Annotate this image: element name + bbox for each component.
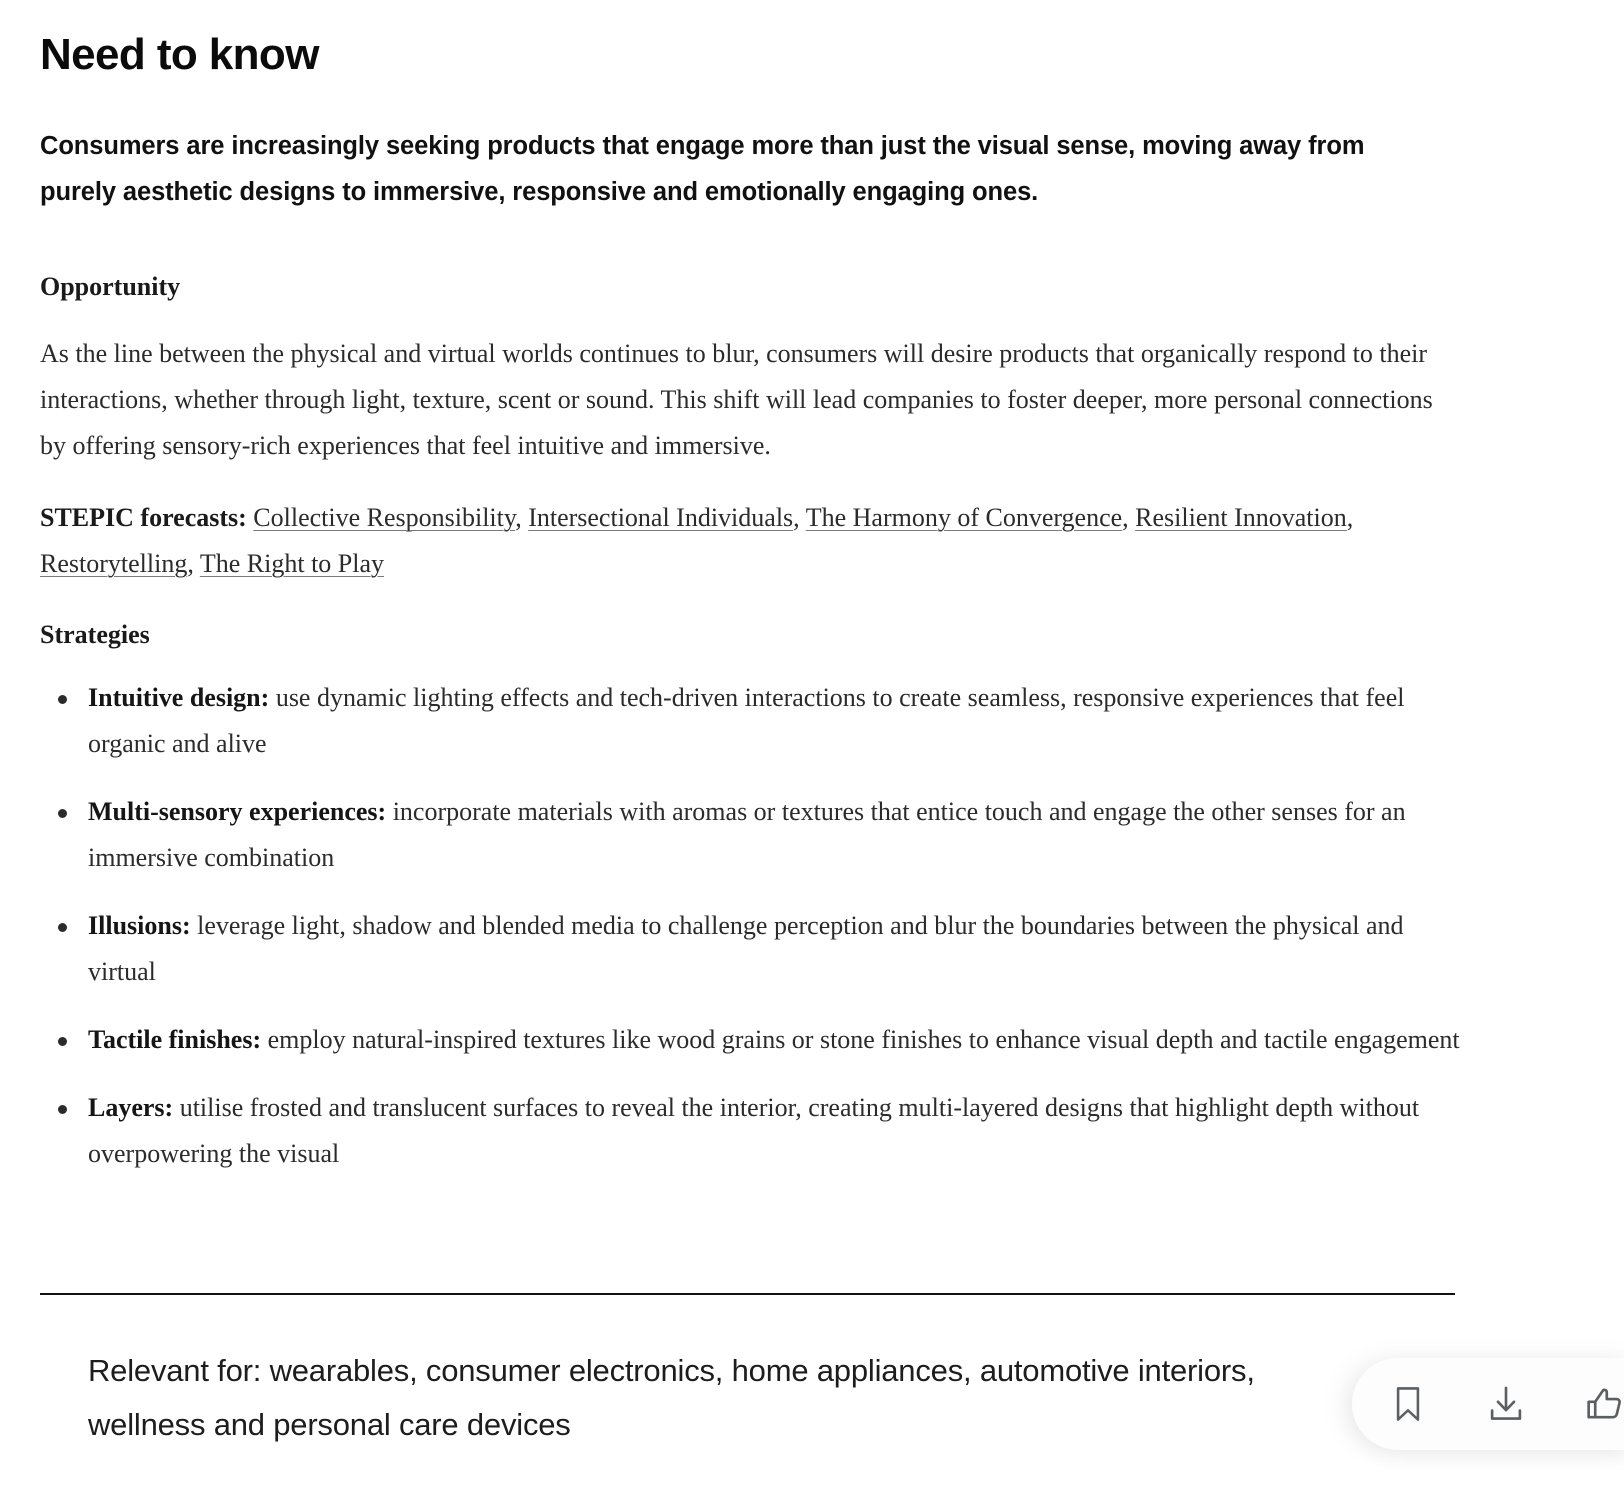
list-item-term: Tactile finishes:	[88, 1024, 262, 1054]
list-item-text: use dynamic lighting effects and tech-driven interactions to create seamless, responsive experiences that feel organic and alive	[88, 682, 1405, 758]
list-item-term: Intuitive design:	[88, 682, 270, 712]
action-toolbar	[1352, 1358, 1624, 1450]
list-item	[40, 675, 1460, 767]
forecast-link-intersectional-individuals[interactable]: Intersectional Individuals	[528, 502, 794, 532]
article-content	[40, 0, 1460, 1177]
relevant-for-text: Relevant for: wearables, consumer electronics, home appliances, automotive interiors, wellness and personal care devices	[88, 1353, 1255, 1442]
bookmark-button[interactable]	[1386, 1382, 1430, 1426]
section-divider	[40, 1293, 1455, 1295]
page-title: Need to know	[40, 30, 319, 79]
separator-comma-5: ,	[187, 548, 200, 578]
forecast-link-collective-responsibility[interactable]: Collective Responsibility	[253, 502, 516, 532]
bookmark-icon	[1391, 1384, 1425, 1424]
forecast-link-the-right-to-play[interactable]: The Right to Play	[199, 548, 385, 578]
stepic-forecasts	[40, 469, 1450, 587]
separator-comma-3: ,	[1122, 502, 1136, 532]
opportunity-paragraph: As the line between the physical and virtual worlds continues to blur, consumers will desire products that organically respond to their interactions, whether through light, texture, scent or sound. This shift will lead companies to foster deeper, more personal connections by offering sensory-rich experiences that feel intuitive and immersive.	[40, 338, 1433, 460]
list-item-text: utilise frosted and translucent surfaces to reveal the interior, creating multi-layered designs that highlight depth without overpowering the visual	[88, 1092, 1420, 1168]
forecast-link-resilient-innovation[interactable]: Resilient Innovation	[1135, 502, 1347, 532]
list-item-text: leverage light, shadow and blended media to challenge perception and blur the boundaries between the physical and virtual	[88, 910, 1404, 986]
list-item	[40, 1017, 1460, 1063]
stepic-forecasts-label: STEPIC forecasts:	[40, 502, 247, 532]
list-item-text: incorporate materials with aromas or textures that entice touch and engage the other senses for an immersive combination	[88, 796, 1406, 872]
list-item-term: Illusions:	[88, 910, 191, 940]
download-icon	[1487, 1385, 1525, 1423]
like-button[interactable]	[1582, 1382, 1624, 1426]
download-button[interactable]	[1484, 1382, 1528, 1426]
forecast-link-the-harmony-of-convergence[interactable]: The Harmony of Convergence	[805, 502, 1123, 532]
article-footer	[88, 1344, 1268, 1452]
list-item-term: Layers:	[88, 1092, 174, 1122]
list-item	[40, 903, 1460, 995]
list-item	[40, 1085, 1460, 1177]
list-item	[40, 789, 1460, 881]
forecast-link-restorytelling[interactable]: Restorytelling	[40, 548, 188, 578]
separator-comma-1: ,	[515, 502, 529, 532]
list-item-term: Multi-sensory experiences:	[88, 796, 387, 826]
section-heading-opportunity: Opportunity	[40, 271, 181, 301]
separator-comma-2: ,	[793, 502, 806, 532]
separator-comma-4: ,	[1346, 502, 1354, 532]
list-item-text: employ natural-inspired textures like wood grains or stone finishes to enhance visual depth and tactile engagement	[261, 1024, 1460, 1054]
lead-paragraph: Consumers are increasingly seeking products that engage more than just the visual sense, moving away from purely aesthetic designs to immersive, responsive and emotionally engaging ones.	[40, 131, 1365, 206]
strategy-list	[40, 651, 1460, 1177]
thumbs-up-icon	[1585, 1385, 1623, 1423]
section-heading-strategies: Strategies	[40, 619, 150, 649]
